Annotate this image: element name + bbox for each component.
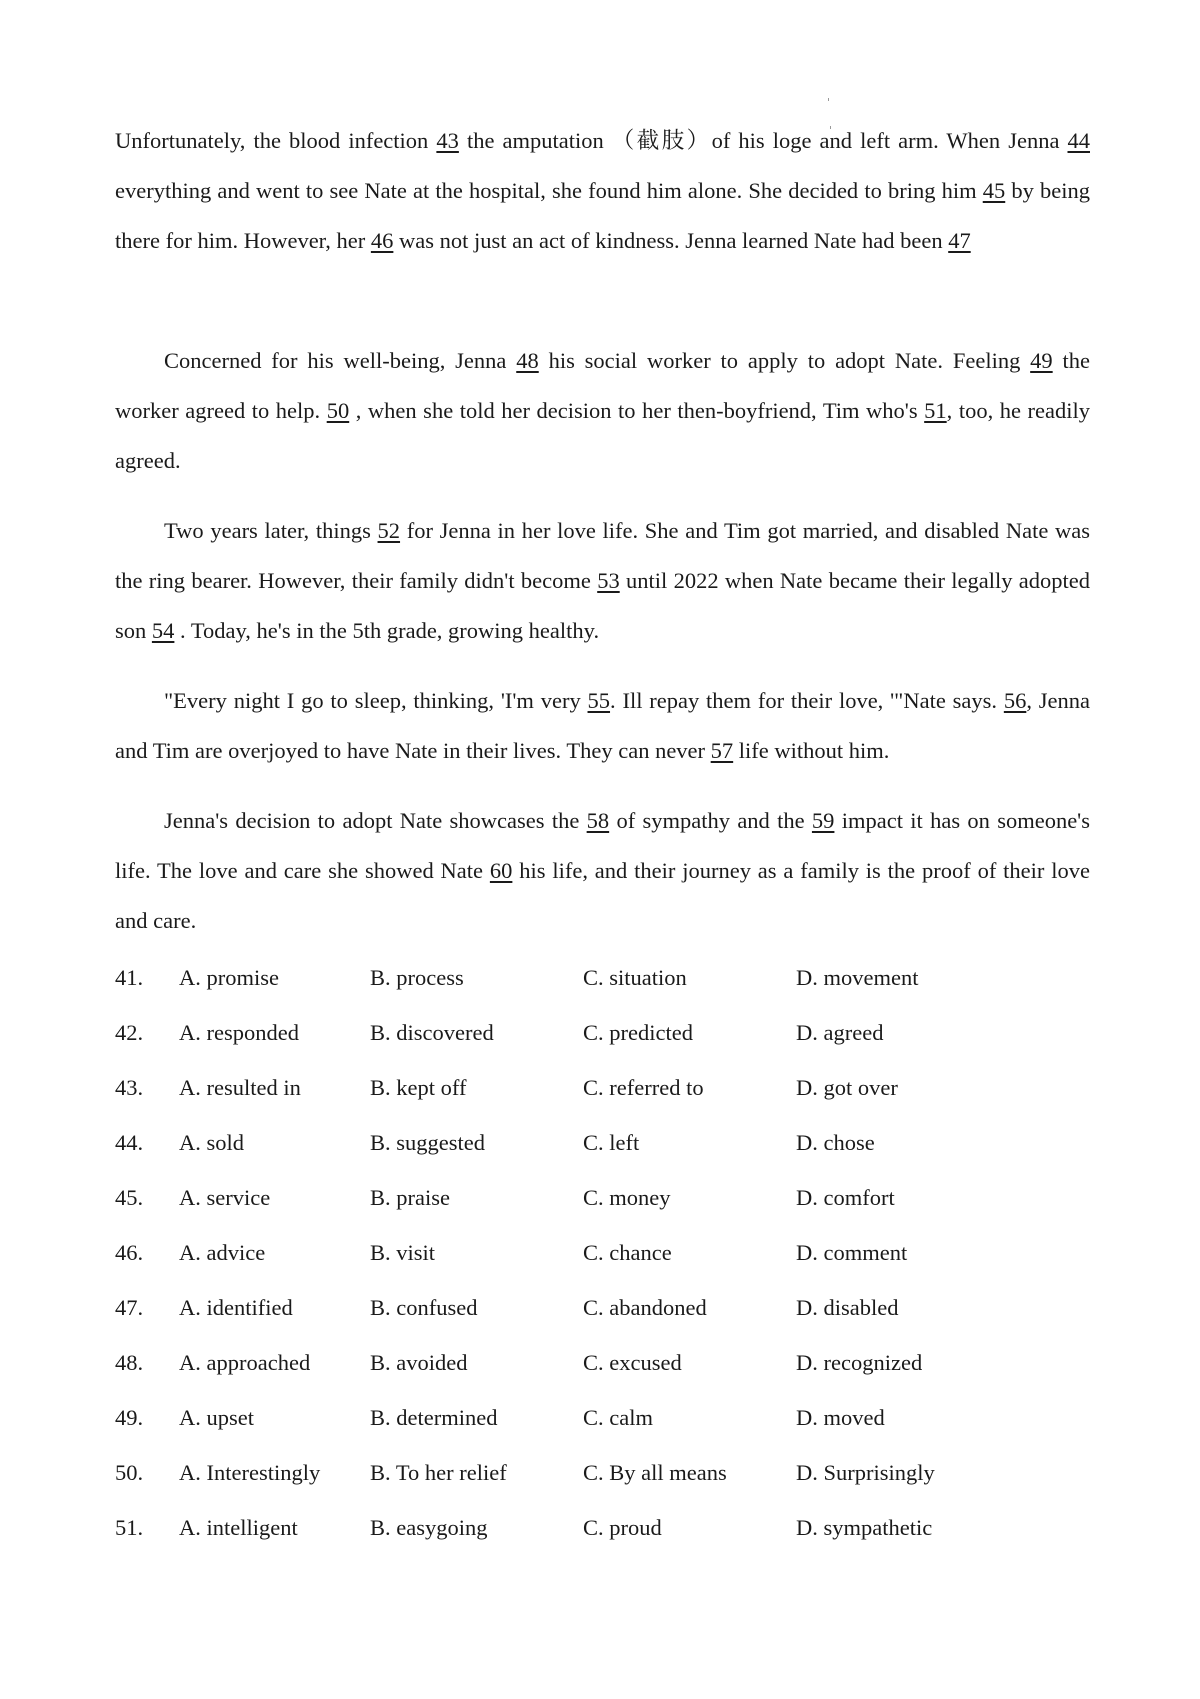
passage-text: life without him. [733, 738, 890, 763]
option-d: D. movement [796, 965, 919, 990]
blank-number: 55 [587, 688, 611, 713]
option-c: C. chance [583, 1240, 672, 1265]
blank-number: 45 [982, 178, 1006, 203]
option-c: C. situation [583, 965, 687, 990]
option-row [115, 1013, 1090, 1068]
option-c: C. abandoned [583, 1295, 707, 1320]
option-d: D. sympathetic [796, 1515, 933, 1540]
option-row [115, 1178, 1090, 1233]
option-row [115, 1508, 1090, 1563]
passage-text: was not just an act of kindness. Jenna learned Nate had been [393, 228, 949, 253]
option-d: D. got over [796, 1075, 898, 1100]
option-b: B. visit [370, 1240, 436, 1265]
blank-number: 46 [370, 228, 394, 253]
blank-number: 57 [710, 738, 734, 763]
blank-number: 43 [436, 128, 459, 153]
passage-text: of sympathy and the [609, 808, 812, 833]
question-number: 50. [115, 1460, 144, 1485]
option-a: A. approached [179, 1350, 311, 1375]
option-a: A. promise [179, 965, 279, 990]
question-number: 46. [115, 1240, 144, 1265]
option-d: D. chose [796, 1130, 875, 1155]
blank-number: 60 [489, 858, 513, 883]
option-c: C. referred to [583, 1075, 704, 1100]
option-row [115, 1068, 1090, 1123]
option-d: D. Surprisingly [796, 1460, 935, 1485]
option-d: D. recognized [796, 1350, 923, 1375]
passage-text: , Jenna and Tim are overjoyed to have Nate in their lives. They can never [115, 688, 1090, 763]
passage-text: Unfortunately, the blood infection [115, 128, 437, 153]
option-a: A. Interestingly [179, 1460, 321, 1485]
passage-paragraph-4 [115, 676, 1090, 776]
option-a: A. advice [179, 1240, 266, 1265]
passage-text: his social worker to apply to adopt Nate. Feeling [538, 348, 1031, 373]
option-a: A. identified [179, 1295, 293, 1320]
passage-text: his life, and their journey as a family is the proof of their love and care. [115, 858, 1090, 933]
option-c: C. calm [583, 1405, 653, 1430]
option-c: C. money [583, 1185, 671, 1210]
passage-text: . Today, he's in the 5th grade, growing healthy. [174, 618, 600, 643]
passage-text: the worker agreed to help. [115, 348, 1090, 423]
option-d: D. disabled [796, 1295, 899, 1320]
question-number: 51. [115, 1515, 144, 1540]
option-row [115, 1288, 1090, 1343]
question-number: 48. [115, 1350, 144, 1375]
option-a: A. resulted in [179, 1075, 301, 1100]
option-a: A. service [179, 1185, 271, 1210]
passage-text: Jenna's decision to adopt Nate showcases the [164, 808, 587, 833]
option-row [115, 1453, 1090, 1508]
question-number: 49. [115, 1405, 144, 1430]
option-c: C. excused [583, 1350, 682, 1375]
option-b: B. discovered [370, 1020, 494, 1045]
option-b: B. To her relief [370, 1460, 507, 1485]
blank-number: 47 [948, 228, 971, 253]
option-a: A. intelligent [179, 1515, 298, 1540]
option-b: B. avoided [370, 1350, 468, 1375]
option-b: B. determined [370, 1405, 498, 1430]
blank-number: 51 [924, 398, 947, 423]
blank-number: 50 [326, 398, 350, 423]
question-number: 45. [115, 1185, 144, 1210]
question-number: 43. [115, 1075, 144, 1100]
option-row [115, 1343, 1090, 1398]
passage-text: , when she told her decision to her then-boyfriend, Tim who's [349, 398, 925, 423]
passage-text: by being there for him. However, her [115, 178, 1090, 253]
passage-paragraph-5 [115, 796, 1090, 946]
passage-text: , too, he readily agreed. [115, 398, 1090, 473]
passage-text: Concerned for his well-being, Jenna [164, 348, 517, 373]
passage-text: everything and went to see Nate at the hospital, she found him alone. She decided to bring him [115, 178, 983, 203]
option-b: B. kept off [370, 1075, 467, 1100]
option-b: B. praise [370, 1185, 450, 1210]
answer-options [115, 958, 1090, 1563]
option-c: C. predicted [583, 1020, 693, 1045]
option-d: D. comment [796, 1240, 908, 1265]
option-d: D. agreed [796, 1020, 884, 1045]
option-a: A. sold [179, 1130, 245, 1155]
blank-number: 53 [597, 568, 620, 593]
passage-text: . Ill repay them for their love, '"Nate says. [610, 688, 1004, 713]
option-b: B. easygoing [370, 1515, 488, 1540]
option-d: D. comfort [796, 1185, 895, 1210]
passage-paragraph-1 [115, 116, 1090, 266]
question-number: 41. [115, 965, 144, 990]
passage-paragraph-2 [115, 336, 1090, 486]
blank-number: 49 [1030, 348, 1053, 373]
passage-text: until 2022 when Nate became their legally adopted son [115, 568, 1091, 643]
question-number: 47. [115, 1295, 144, 1320]
blank-number: 48 [516, 348, 539, 373]
blank-number: 59 [811, 808, 835, 833]
passage-text: impact it has on someone's life. The love and care she showed Nate [115, 808, 1090, 883]
option-c: C. By all means [583, 1460, 727, 1485]
option-a: A. upset [179, 1405, 254, 1430]
passage-text: "Every night I go to sleep, thinking, 'I'm very [164, 688, 588, 713]
option-b: B. process [370, 965, 464, 990]
blank-number: 56 [1003, 688, 1027, 713]
option-c: C. proud [583, 1515, 662, 1540]
passage-text: for Jenna in her love life. She and Tim got married, and disabled Nate was the ring bearer. However, their family didn't become [115, 518, 1090, 593]
option-b: B. suggested [370, 1130, 485, 1155]
question-number: 42. [115, 1020, 144, 1045]
option-c: C. left [583, 1130, 640, 1155]
option-row [115, 1123, 1090, 1178]
blank-number: 52 [377, 518, 401, 543]
scan-speck [828, 98, 829, 101]
blank-number: 54 [151, 618, 175, 643]
option-b: B. confused [370, 1295, 478, 1320]
blank-number: 44 [1067, 128, 1090, 153]
passage-text: Two years later, things [164, 518, 378, 543]
option-row [115, 958, 1090, 1013]
question-number: 44. [115, 1130, 144, 1155]
option-row [115, 1398, 1090, 1453]
blank-number: 58 [586, 808, 610, 833]
option-d: D. moved [796, 1405, 885, 1430]
passage-paragraph-3 [115, 506, 1090, 656]
passage-text: the amputation （截肢）of his loge and left arm. When Jenna [458, 128, 1068, 153]
option-a: A. responded [179, 1020, 299, 1045]
option-row [115, 1233, 1090, 1288]
